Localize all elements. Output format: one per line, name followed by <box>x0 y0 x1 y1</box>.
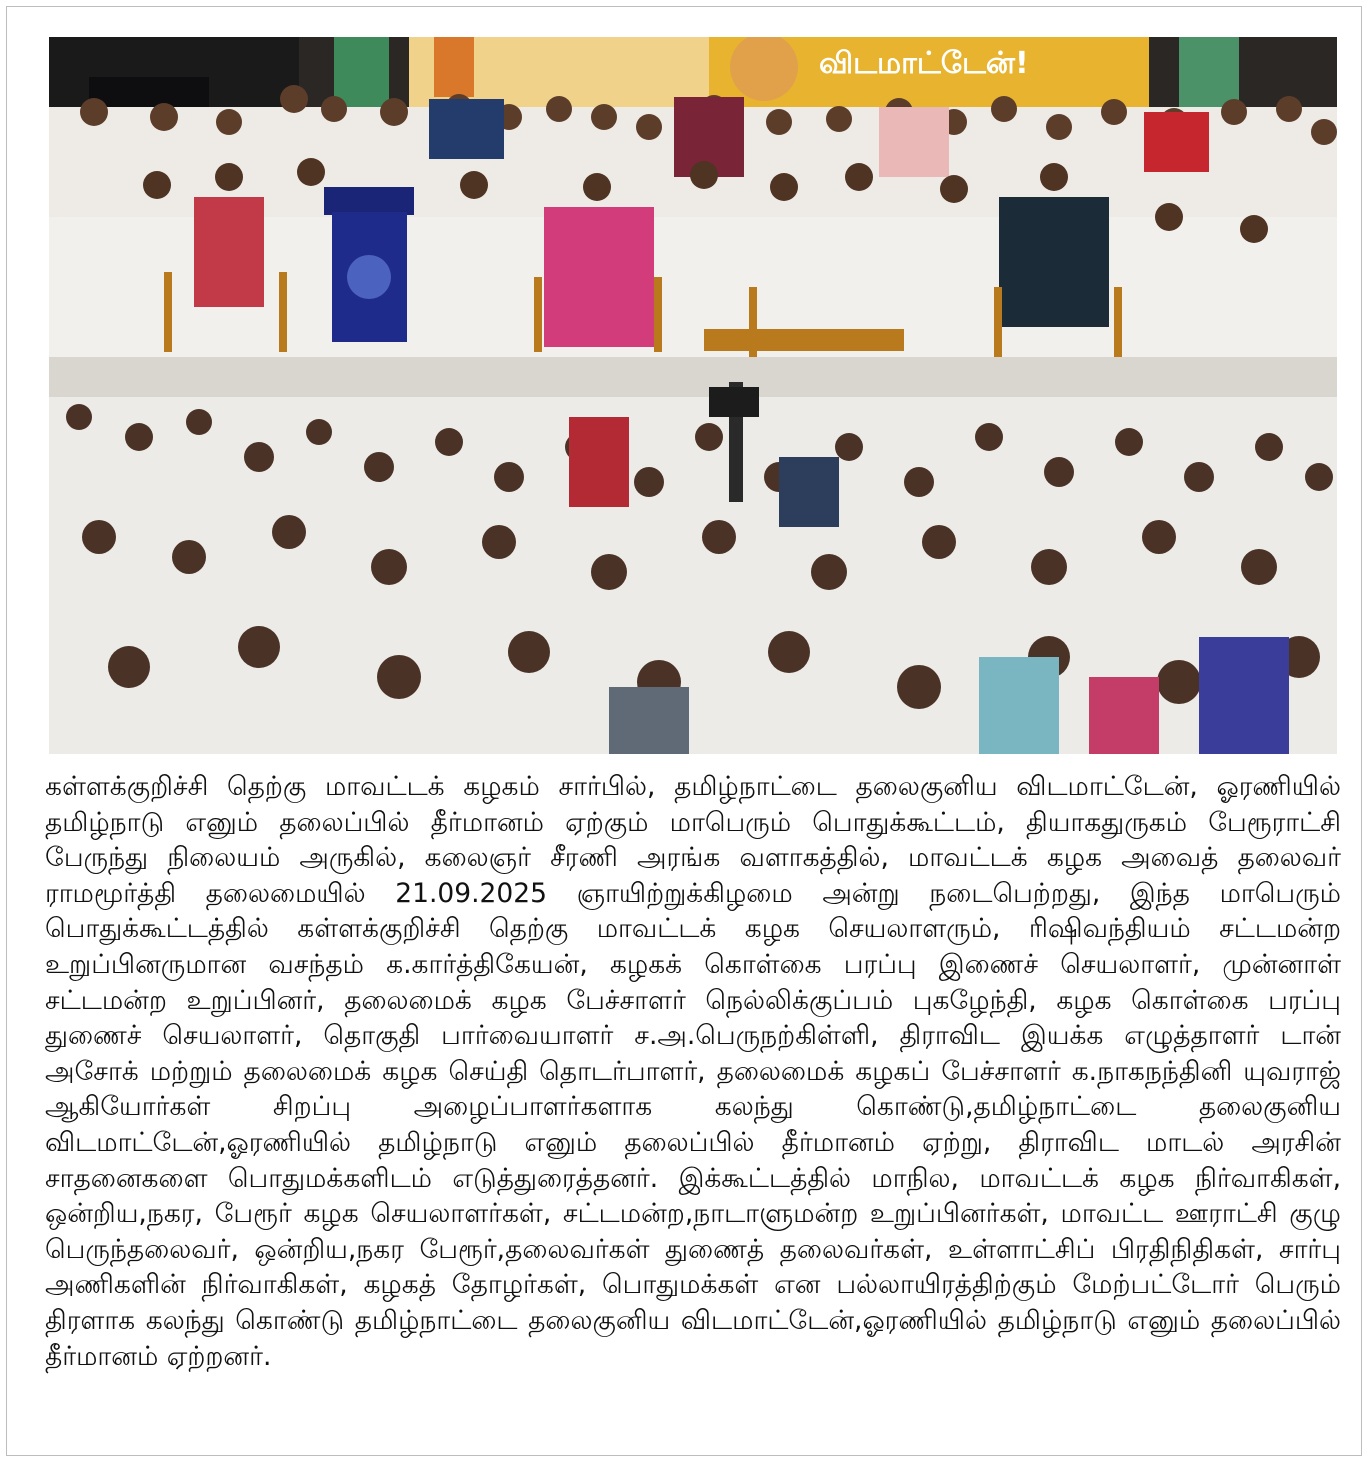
event-photo <box>49 37 1337 754</box>
news-clipping <box>6 6 1362 1456</box>
audience-crowd <box>49 357 1337 754</box>
podium <box>324 187 414 342</box>
svg-text:விடமாட்டேன்!: விடமாட்டேன்! <box>819 46 1029 81</box>
article-body: கள்ளக்குறிச்சி தெற்கு மாவட்டக் கழகம் சார்பில், தமிழ்நாட்டை தலைகுனிய விடமாட்டேன், ஓரணியில் தமிழ்நாடு எனும் தலைப்பில் தீர்மானம் ஏற்கும் மாபெரும் பொதுக்கூட்டம், தியாகதுருகம் பேரூராட்சி பேருந்து நிலையம் அருகில், கலைஞர் சீரணி அரங்க வளாகத்தில், மாவட்டக் கழக அவைத் தலைவர் ராமமூர்த்தி தலைமையில் 21.09.2025 ஞாயிற்றுக்கிழமை அன்று நடைபெற்றது, இந்த மாபெரும் பொதுக்கூட்டத்தில் கள்ளக்குறிச்சி தெற்கு மாவட்டக் கழக செயலாளரும், ரிஷிவந்தியம் சட்டமன்ற உறுப்பினருமான வசந்தம் க.கார்த்திகேயன், கழகக் கொள்கை பரப்பு இணைச் செயலாளர், முன்னாள் சட்டமன்ற உறுப்பினர், தலைமைக் கழக பேச்சாளர் நெல்லிக்குப்பம் புகழேந்தி, கழக கொள்கை பரப்பு துணைச் செயலாளர், தொகுதி பார்வையாளர் ச.அ.பெருநற்கிள்ளி, திராவிட இயக்க எழுத்தாளர் டான் அசோக் மற்றும் தலைமைக் கழக செய்தி தொடர்பாளர், தலைமைக் கழகப் பேச்சாளர் க.நாகநந்தினி யுவராஜ் ஆகியோர்கள் சிறப்பு அழைப்பாளர்களாக கலந்து கொண்டு,தமிழ்நாட்டை தலைகுனிய விடமாட்டேன்,ஓரணியில் தமிழ்நாடு எனும் தலைப்பில் தீர்மானம் ஏற்று, திராவிட மாடல் அரசின் சாதனைகளை பொதுமக்களிடம் எடுத்துரைத்தனர். இக்கூட்டத்தில் மாநில, மாவட்டக் கழக நிர்வாகிகள், ஒன்றிய,நகர, பேரூர் கழக செயலாளர்கள், சட்டமன்ற,நாடாளுமன்ற உறுப்பினர்கள், மாவட்ட ஊராட்சி குழு பெருந்தலைவர், ஒன்றிய,நகர பேரூர்,தலைவர்கள் துணைத் தலைவர்கள், உள்ளாட்சிப் பிரதிநிதிகள், சார்பு அணிகளின் நிர்வாகிகள், கழகத் தோழர்கள், பொதுமக்கள் என பல்லாயிரத்திற்கும் மேற்பட்டோர் பெரும் திரளாக கலந்து கொண்டு தமிழ்நாட்டை தலைகுனிய விடமாட்டேன்,ஓரணியில் தமிழ்நாடு எனும் தலைப்பில் தீர்மானம் ஏற்றனர். <box>45 771 1341 1372</box>
